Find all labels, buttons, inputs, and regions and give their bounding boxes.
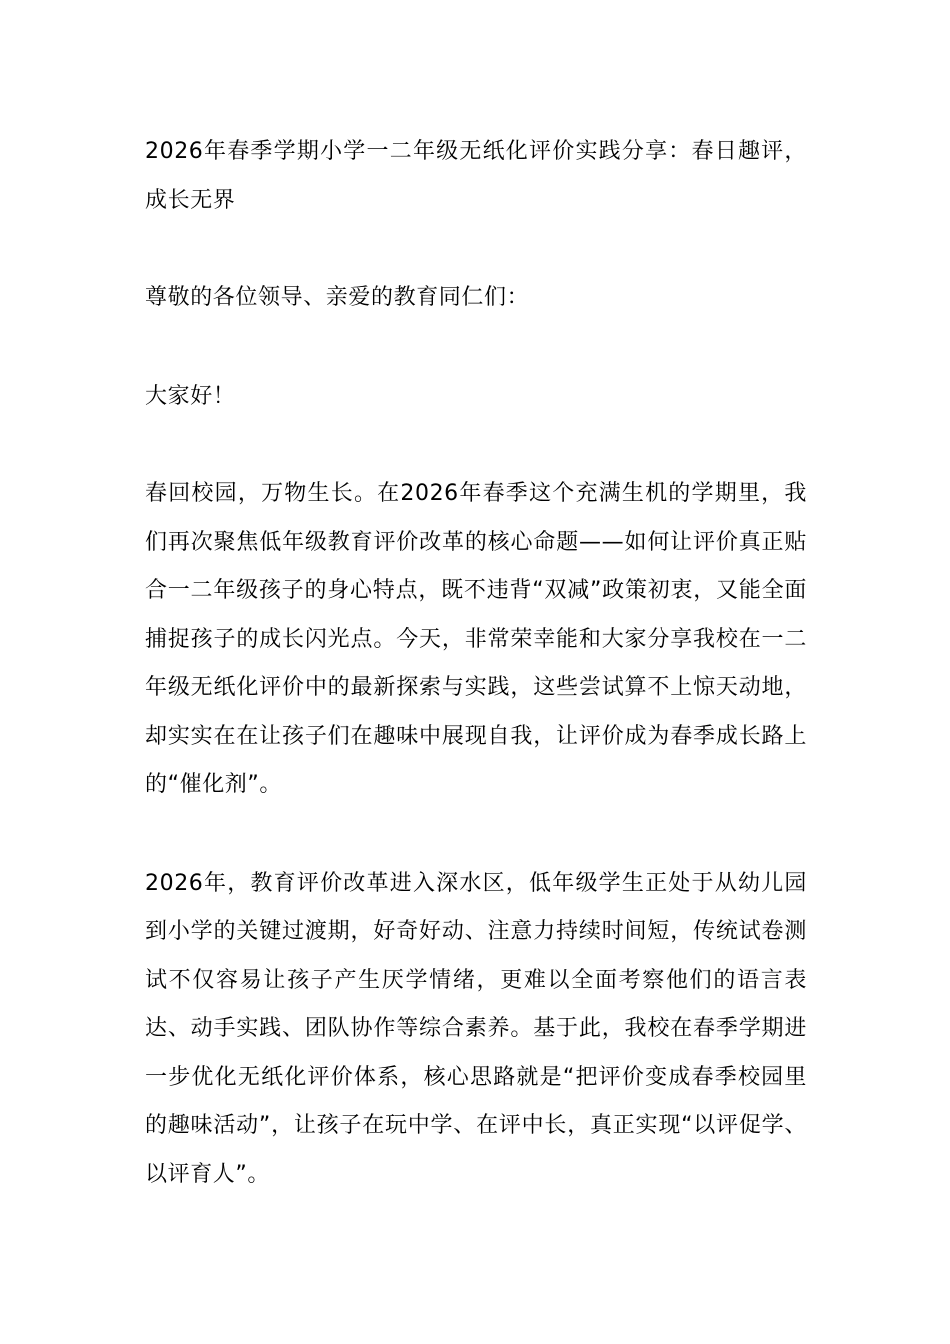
document-title: 2026年春季学期小学一二年级无纸化评价实践分享：春日趣评，成长无界	[145, 139, 807, 213]
salutation: 尊敬的各位领导、亲爱的教育同仁们：	[145, 285, 530, 310]
greeting-line: 大家好！	[145, 383, 236, 409]
paragraph-intro: 春回校园，万物生长。在2026年春季这个充满生机的学期里，我们再次聚焦低年级教育评价改革的核心命题——如何让评价真正贴合一二年级孩子的身心特点，既不违背“双减”政策初衷，又能全面捕捉孩子的成长闪光点。今天，非常荣幸能和大家分享我校在一二年级无纸化评价中的最新探索与实践，这些尝试算不上惊天动地，却实实在在让孩子们在趣味中展现自我，让评价成为春季成长路上的“催化剂”。	[145, 481, 807, 797]
paragraph-background: 2026年，教育评价改革进入深水区，低年级学生正处于从幼儿园到小学的关键过渡期，好奇好动、注意力持续时间短，传统试卷测试不仅容易让孩子产生厌学情绪，更难以全面考察他们的语言表达、动手实践、团队协作等综合素养。基于此，我校在春季学期进一步优化无纸化评价体系，核心思路就是“把评价变成春季校园里的趣味活动”，让孩子在玩中学、在评中长，真正实现“以评促学、以评育人”。	[145, 870, 807, 1187]
document-body	[145, 128, 807, 1199]
